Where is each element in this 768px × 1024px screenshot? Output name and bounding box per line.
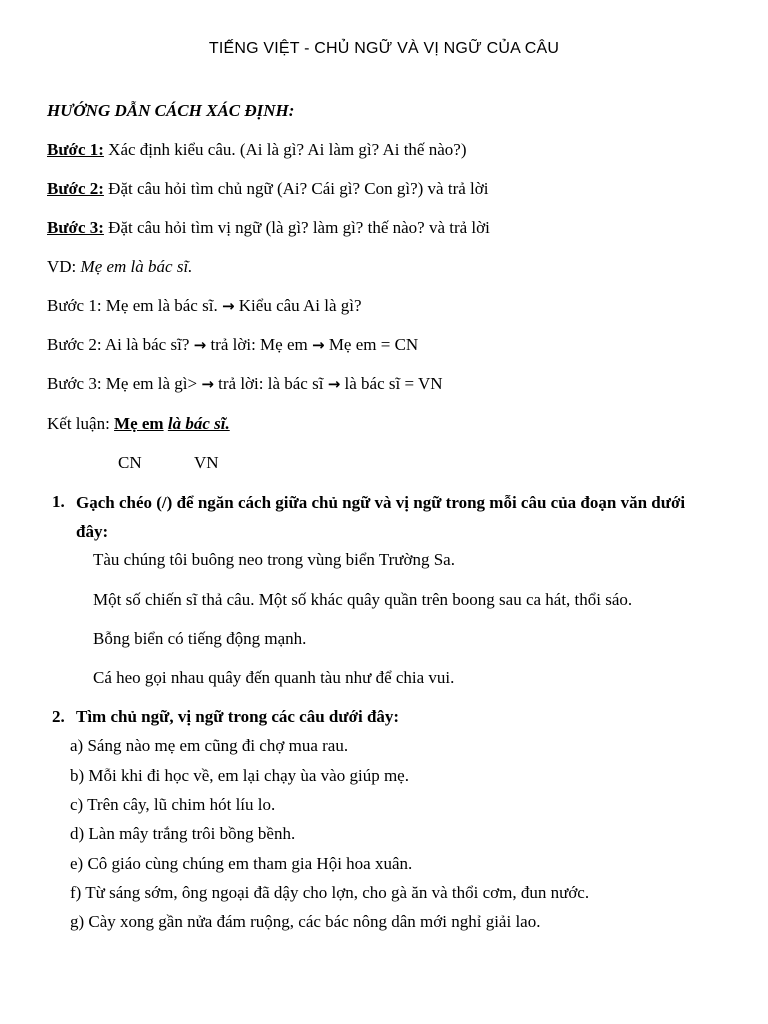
step-label: Bước 1: [47,140,104,159]
arrow-icon: → [221,297,235,315]
step-label: Bước 2: [47,179,104,198]
page-title: TIẾNG VIỆT - CHỦ NGỮ VÀ VỊ NGỮ CỦA CÂU [208,40,560,57]
exercise-2-instruction: Tìm chủ ngữ, vị ngữ trong các câu dưới đây: [76,707,400,726]
guide-step-3 [47,217,490,239]
conclusion-predicate: là bác sĩ. [167,414,230,433]
arrow-icon: → [201,375,214,393]
arrow-icon: → [311,336,325,354]
exercise-2-item: b) Mỗi khi đi học về, em lại chạy ùa vào giúp mẹ. [70,766,409,785]
exercise-2-item: f) Từ sáng sớm, ông ngoại đã dậy cho lợn, cho gà ăn và thổi cơm, đun nước. [70,883,590,902]
step-text: Xác định kiểu câu. (Ai là gì? Ai làm gì? Ai thế nào?) [103,140,467,159]
vn-label: VN [194,453,219,472]
example-step-text: trả lời: là bác sĩ [213,374,328,393]
guide-step-2 [47,178,488,200]
example-label: VD: [47,257,81,276]
example-step-text: là bác sĩ = VN [340,374,443,393]
exercise-2-item: e) Cô giáo cùng chúng em tham gia Hội hoa xuân. [70,854,413,873]
conclusion-line [47,413,230,435]
step-label: Bước 3: [47,218,104,237]
example-step-text: Bước 2: Ai là bác sĩ? [47,335,194,354]
arrow-icon: → [193,336,207,354]
example-step-1 [47,295,362,317]
exercise-2-item: d) Làn mây trắng trôi bồng bềnh. [70,824,296,843]
step-text: Đặt câu hỏi tìm vị ngữ (là gì? làm gì? thế nào? và trả lời [103,218,490,237]
exercise-2-number: 2. [52,707,65,726]
exercise-1-instruction: Gạch chéo (/) để ngăn cách giữa chủ ngữ và vị ngữ trong mỗi câu của đoạn văn dưới đây: [76,493,686,541]
exercise-1-number: 1. [52,492,65,511]
exercise-2-item: g) Cày xong gần nửa đám ruộng, các bác nông dân mới nghỉ giải lao. [70,912,541,931]
conclusion-subject: Mẹ em [114,414,164,433]
conclusion-label: Kết luận: [47,414,115,433]
exercise-1-sentence: Cá heo gọi nhau quây đến quanh tàu như để chia vui. [93,668,455,687]
step-text: Đặt câu hỏi tìm chủ ngữ (Ai? Cái gì? Con gì?) và trả lời [103,179,489,198]
cn-label: CN [118,453,142,472]
example-step-2 [47,334,418,356]
exercise-2-item: c) Trên cây, lũ chim hót líu lo. [70,795,276,814]
example-step-3 [47,373,443,395]
example-sentence: Mẹ em là bác sĩ. [80,257,193,276]
arrow-icon: → [327,375,341,393]
example-line [47,256,192,278]
exercise-1-sentence: Một số chiến sĩ thả câu. Một số khác quây quần trên boong sau ca hát, thổi sáo. [93,590,633,609]
example-step-text: trả lời: Mẹ em [206,335,312,354]
example-step-text: Kiểu câu Ai là gì? [234,296,362,315]
example-step-text: Bước 1: Mẹ em là bác sĩ. [47,296,222,315]
exercise-2-item: a) Sáng nào mẹ em cũng đi chợ mua rau. [70,736,349,755]
guide-heading: HƯỚNG DẪN CÁCH XÁC ĐỊNH: [47,101,295,120]
exercise-1-sentence: Tàu chúng tôi buông neo trong vùng biển Trường Sa. [93,550,455,569]
example-step-text: Bước 3: Mẹ em là gì> [47,374,202,393]
guide-step-1 [47,139,466,161]
example-step-text: Mẹ em = CN [324,335,419,354]
exercise-1-sentence: Bỗng biển có tiếng động mạnh. [93,629,307,648]
